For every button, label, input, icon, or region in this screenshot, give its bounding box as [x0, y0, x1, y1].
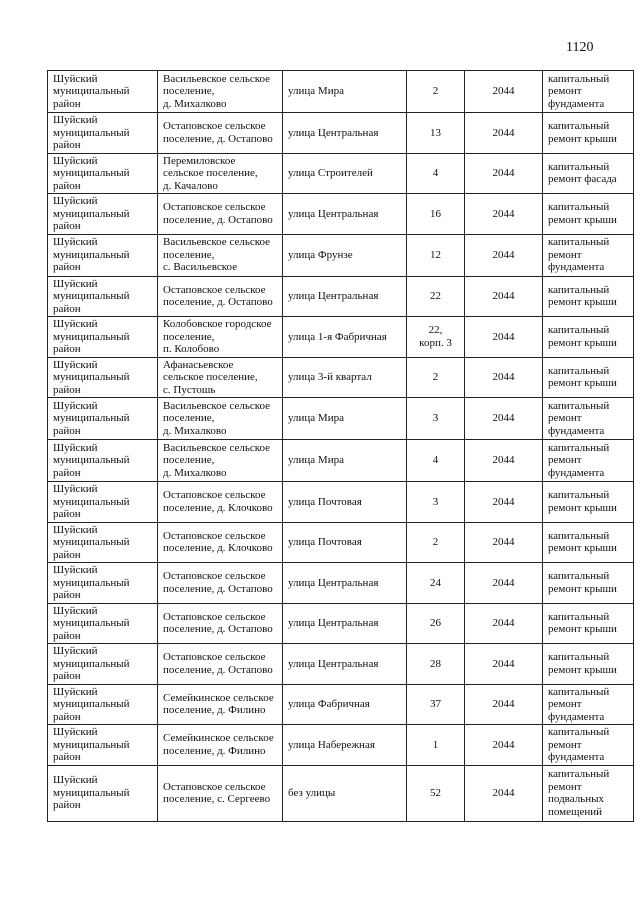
table-row — [48, 440, 634, 482]
district-cell: Шуйский муниципальный район — [48, 153, 158, 194]
table-row — [48, 234, 634, 276]
table-row — [48, 194, 634, 235]
year-cell: 2044 — [465, 603, 543, 644]
year-cell: 2044 — [465, 684, 543, 725]
work-type-cell: капитальный ремонт крыши — [543, 603, 634, 644]
year-cell: 2044 — [465, 725, 543, 766]
house-number-cell: 4 — [407, 440, 465, 482]
work-type-cell: капитальный ремонт фундамента — [543, 71, 634, 113]
year-cell: 2044 — [465, 644, 543, 685]
settlement-cell: Остаповское сельское поселение, с. Сергеево — [158, 765, 283, 821]
street-cell: улица Центральная — [283, 563, 407, 604]
house-number-cell: 22 — [407, 276, 465, 317]
street-cell: улица Центральная — [283, 113, 407, 154]
street-cell: улица Мира — [283, 440, 407, 482]
work-type-cell: капитальный ремонт фундамента — [543, 725, 634, 766]
settlement-cell: Остаповское сельское поселение, д. Остапово — [158, 194, 283, 235]
year-cell: 2044 — [465, 317, 543, 358]
year-cell: 2044 — [465, 153, 543, 194]
house-number-cell: 3 — [407, 482, 465, 523]
work-type-cell: капитальный ремонт крыши — [543, 563, 634, 604]
table-row — [48, 684, 634, 725]
table-row — [48, 725, 634, 766]
work-type-cell: капитальный ремонт крыши — [543, 522, 634, 563]
street-cell: улица Центральная — [283, 276, 407, 317]
work-type-cell: капитальный ремонт крыши — [543, 482, 634, 523]
house-number-cell: 4 — [407, 153, 465, 194]
house-number-cell: 2 — [407, 522, 465, 563]
work-type-cell: капитальный ремонт крыши — [543, 357, 634, 398]
district-cell: Шуйский муниципальный район — [48, 357, 158, 398]
work-type-cell: капитальный ремонт фундамента — [543, 440, 634, 482]
settlement-cell: Афанасьевское сельское поселение, с. Пустошь — [158, 357, 283, 398]
repair-registry-table — [47, 70, 634, 822]
table-row — [48, 644, 634, 685]
house-number-cell: 26 — [407, 603, 465, 644]
district-cell: Шуйский муниципальный район — [48, 765, 158, 821]
table-row — [48, 522, 634, 563]
settlement-cell: Васильевское сельское поселение, д. Михалково — [158, 440, 283, 482]
district-cell: Шуйский муниципальный район — [48, 563, 158, 604]
work-type-cell: капитальный ремонт фундамента — [543, 684, 634, 725]
work-type-cell: капитальный ремонт крыши — [543, 317, 634, 358]
year-cell: 2044 — [465, 357, 543, 398]
house-number-cell: 13 — [407, 113, 465, 154]
settlement-cell: Остаповское сельское поселение, д. Остапово — [158, 603, 283, 644]
street-cell: улица Центральная — [283, 603, 407, 644]
district-cell: Шуйский муниципальный район — [48, 113, 158, 154]
settlement-cell: Семейкинское сельское поселение, д. Филино — [158, 725, 283, 766]
page-number: 1120 — [566, 40, 594, 55]
district-cell: Шуйский муниципальный район — [48, 317, 158, 358]
table-body — [48, 71, 634, 822]
street-cell: улица Мира — [283, 71, 407, 113]
district-cell: Шуйский муниципальный район — [48, 725, 158, 766]
street-cell: улица Почтовая — [283, 482, 407, 523]
district-cell: Шуйский муниципальный район — [48, 684, 158, 725]
settlement-cell: Васильевское сельское поселение, д. Михалково — [158, 71, 283, 113]
district-cell: Шуйский муниципальный район — [48, 603, 158, 644]
street-cell: улица 1-я Фабричная — [283, 317, 407, 358]
year-cell: 2044 — [465, 522, 543, 563]
district-cell: Шуйский муниципальный район — [48, 440, 158, 482]
street-cell: улица Набережная — [283, 725, 407, 766]
table-row — [48, 603, 634, 644]
street-cell: улица Центральная — [283, 194, 407, 235]
year-cell: 2044 — [465, 276, 543, 317]
work-type-cell: капитальный ремонт крыши — [543, 644, 634, 685]
street-cell: улица Мира — [283, 398, 407, 440]
year-cell: 2044 — [465, 234, 543, 276]
settlement-cell: Остаповское сельское поселение, д. Остапово — [158, 113, 283, 154]
street-cell: улица Фабричная — [283, 684, 407, 725]
settlement-cell: Остаповское сельское поселение, д. Остапово — [158, 644, 283, 685]
table-row — [48, 113, 634, 154]
settlement-cell: Остаповское сельское поселение, д. Остапово — [158, 276, 283, 317]
settlement-cell: Колобовское городское поселение, п. Колобово — [158, 317, 283, 358]
house-number-cell: 12 — [407, 234, 465, 276]
table-row — [48, 765, 634, 821]
street-cell: улица Центральная — [283, 644, 407, 685]
table-row — [48, 482, 634, 523]
house-number-cell: 28 — [407, 644, 465, 685]
year-cell: 2044 — [465, 440, 543, 482]
year-cell: 2044 — [465, 398, 543, 440]
year-cell: 2044 — [465, 765, 543, 821]
year-cell: 2044 — [465, 113, 543, 154]
table-row — [48, 317, 634, 358]
house-number-cell: 24 — [407, 563, 465, 604]
house-number-cell: 37 — [407, 684, 465, 725]
district-cell: Шуйский муниципальный район — [48, 482, 158, 523]
work-type-cell: капитальный ремонт крыши — [543, 276, 634, 317]
street-cell: улица Строителей — [283, 153, 407, 194]
street-cell: без улицы — [283, 765, 407, 821]
work-type-cell: капитальный ремонт фундамента — [543, 398, 634, 440]
settlement-cell: Перемиловское сельское поселение, д. Качалово — [158, 153, 283, 194]
house-number-cell: 3 — [407, 398, 465, 440]
settlement-cell: Васильевское сельское поселение, с. Васильевское — [158, 234, 283, 276]
work-type-cell: капитальный ремонт фасада — [543, 153, 634, 194]
work-type-cell: капитальный ремонт подвальных помещений — [543, 765, 634, 821]
table-row — [48, 357, 634, 398]
year-cell: 2044 — [465, 482, 543, 523]
house-number-cell: 2 — [407, 357, 465, 398]
street-cell: улица 3-й квартал — [283, 357, 407, 398]
table-row — [48, 276, 634, 317]
district-cell: Шуйский муниципальный район — [48, 398, 158, 440]
district-cell: Шуйский муниципальный район — [48, 71, 158, 113]
year-cell: 2044 — [465, 563, 543, 604]
work-type-cell: капитальный ремонт фундамента — [543, 234, 634, 276]
settlement-cell: Остаповское сельское поселение, д. Клочково — [158, 522, 283, 563]
settlement-cell: Остаповское сельское поселение, д. Клочково — [158, 482, 283, 523]
district-cell: Шуйский муниципальный район — [48, 194, 158, 235]
work-type-cell: капитальный ремонт крыши — [543, 113, 634, 154]
house-number-cell: 52 — [407, 765, 465, 821]
district-cell: Шуйский муниципальный район — [48, 522, 158, 563]
work-type-cell: капитальный ремонт крыши — [543, 194, 634, 235]
year-cell: 2044 — [465, 71, 543, 113]
house-number-cell: 1 — [407, 725, 465, 766]
table-row — [48, 71, 634, 113]
settlement-cell: Остаповское сельское поселение, д. Остапово — [158, 563, 283, 604]
settlement-cell: Васильевское сельское поселение, д. Михалково — [158, 398, 283, 440]
table-row — [48, 153, 634, 194]
street-cell: улица Почтовая — [283, 522, 407, 563]
district-cell: Шуйский муниципальный район — [48, 234, 158, 276]
street-cell: улица Фрунзе — [283, 234, 407, 276]
district-cell: Шуйский муниципальный район — [48, 644, 158, 685]
house-number-cell: 16 — [407, 194, 465, 235]
table-row — [48, 398, 634, 440]
year-cell: 2044 — [465, 194, 543, 235]
district-cell: Шуйский муниципальный район — [48, 276, 158, 317]
house-number-cell: 2 — [407, 71, 465, 113]
settlement-cell: Семейкинское сельское поселение, д. Филино — [158, 684, 283, 725]
table-row — [48, 563, 634, 604]
house-number-cell: 22, корп. 3 — [407, 317, 465, 358]
